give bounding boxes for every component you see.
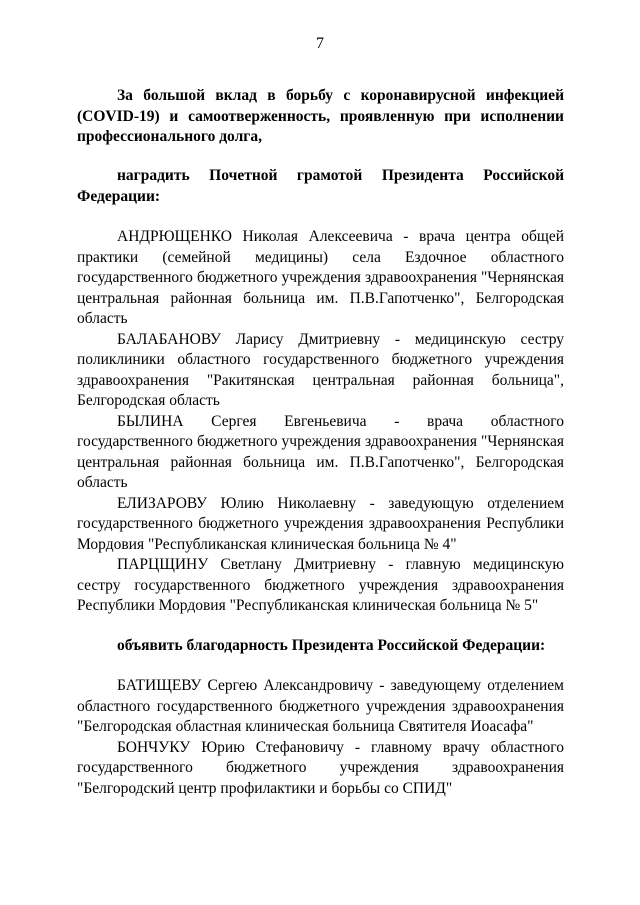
section1-heading-block	[77, 166, 564, 207]
intro-text: За большой вклад в борьбу с коронавирусной инфекцией (COVID-19) и самоотверженность, проявленную при исполнении профессионального долга,	[77, 87, 564, 145]
intro-paragraph	[77, 86, 564, 148]
section2-list	[77, 676, 564, 799]
section1-list	[77, 227, 564, 617]
gratitude-item-batishchev: БАТИЩЕВУ Сергею Александровичу - заведующему отделением областного государственного бюджетного учреждения здравоохранения "Белгородская областная клиническая больница Святителя Иоасафа"	[77, 677, 564, 735]
section2-heading-block	[77, 636, 564, 657]
award-item-balabanova: БАЛАБАНОВУ Ларису Дмитриевну - медицинскую сестру поликлиники областного государственного бюджетного учреждения здравоохранения "Ракитянская центральная районная больница", Белгородская область	[77, 330, 564, 409]
page-number: 7	[316, 35, 324, 52]
section2-heading: объявить благодарность Президента Российской Федерации:	[117, 637, 546, 654]
section1-heading: наградить Почетной грамотой Президента Российской Федерации:	[77, 167, 564, 205]
award-item-andryushchenko: АНДРЮЩЕНКО Николая Алексеевича - врача центра общей практики (семейной медицины) села Ездочное областного государственного бюджетного учреждения здравоохранения "Чернянская центральная районная больница им. П.В.Гапотченко", Белгородская область	[77, 228, 564, 327]
award-item-elizarova: ЕЛИЗАРОВУ Юлию Николаевну - заведующую отделением государственного бюджетного учреждения здравоохранения Республики Мордовия "Республиканская клиническая больница № 4"	[77, 494, 564, 553]
gratitude-item-bonchuk: БОНЧУКУ Юрию Стефановичу - главному врачу областного государственного бюджетного учреждения здравоохранения "Белгородский центр профилактики и борьбы со СПИД"	[77, 738, 564, 797]
award-item-partsshina: ПАРЦЩИНУ Светлану Дмитриевну - главную медицинскую сестру государственного бюджетного учреждения здравоохранения Республики Мордовия "Республиканская клиническая больница № 5"	[77, 556, 564, 614]
award-item-bylin: БЫЛИНА Сергея Евгеньевича - врача областного государственного бюджетного учреждения здравоохранения "Чернянская центральная районная больница им. П.В.Гапотченко", Белгородская область	[77, 412, 564, 491]
